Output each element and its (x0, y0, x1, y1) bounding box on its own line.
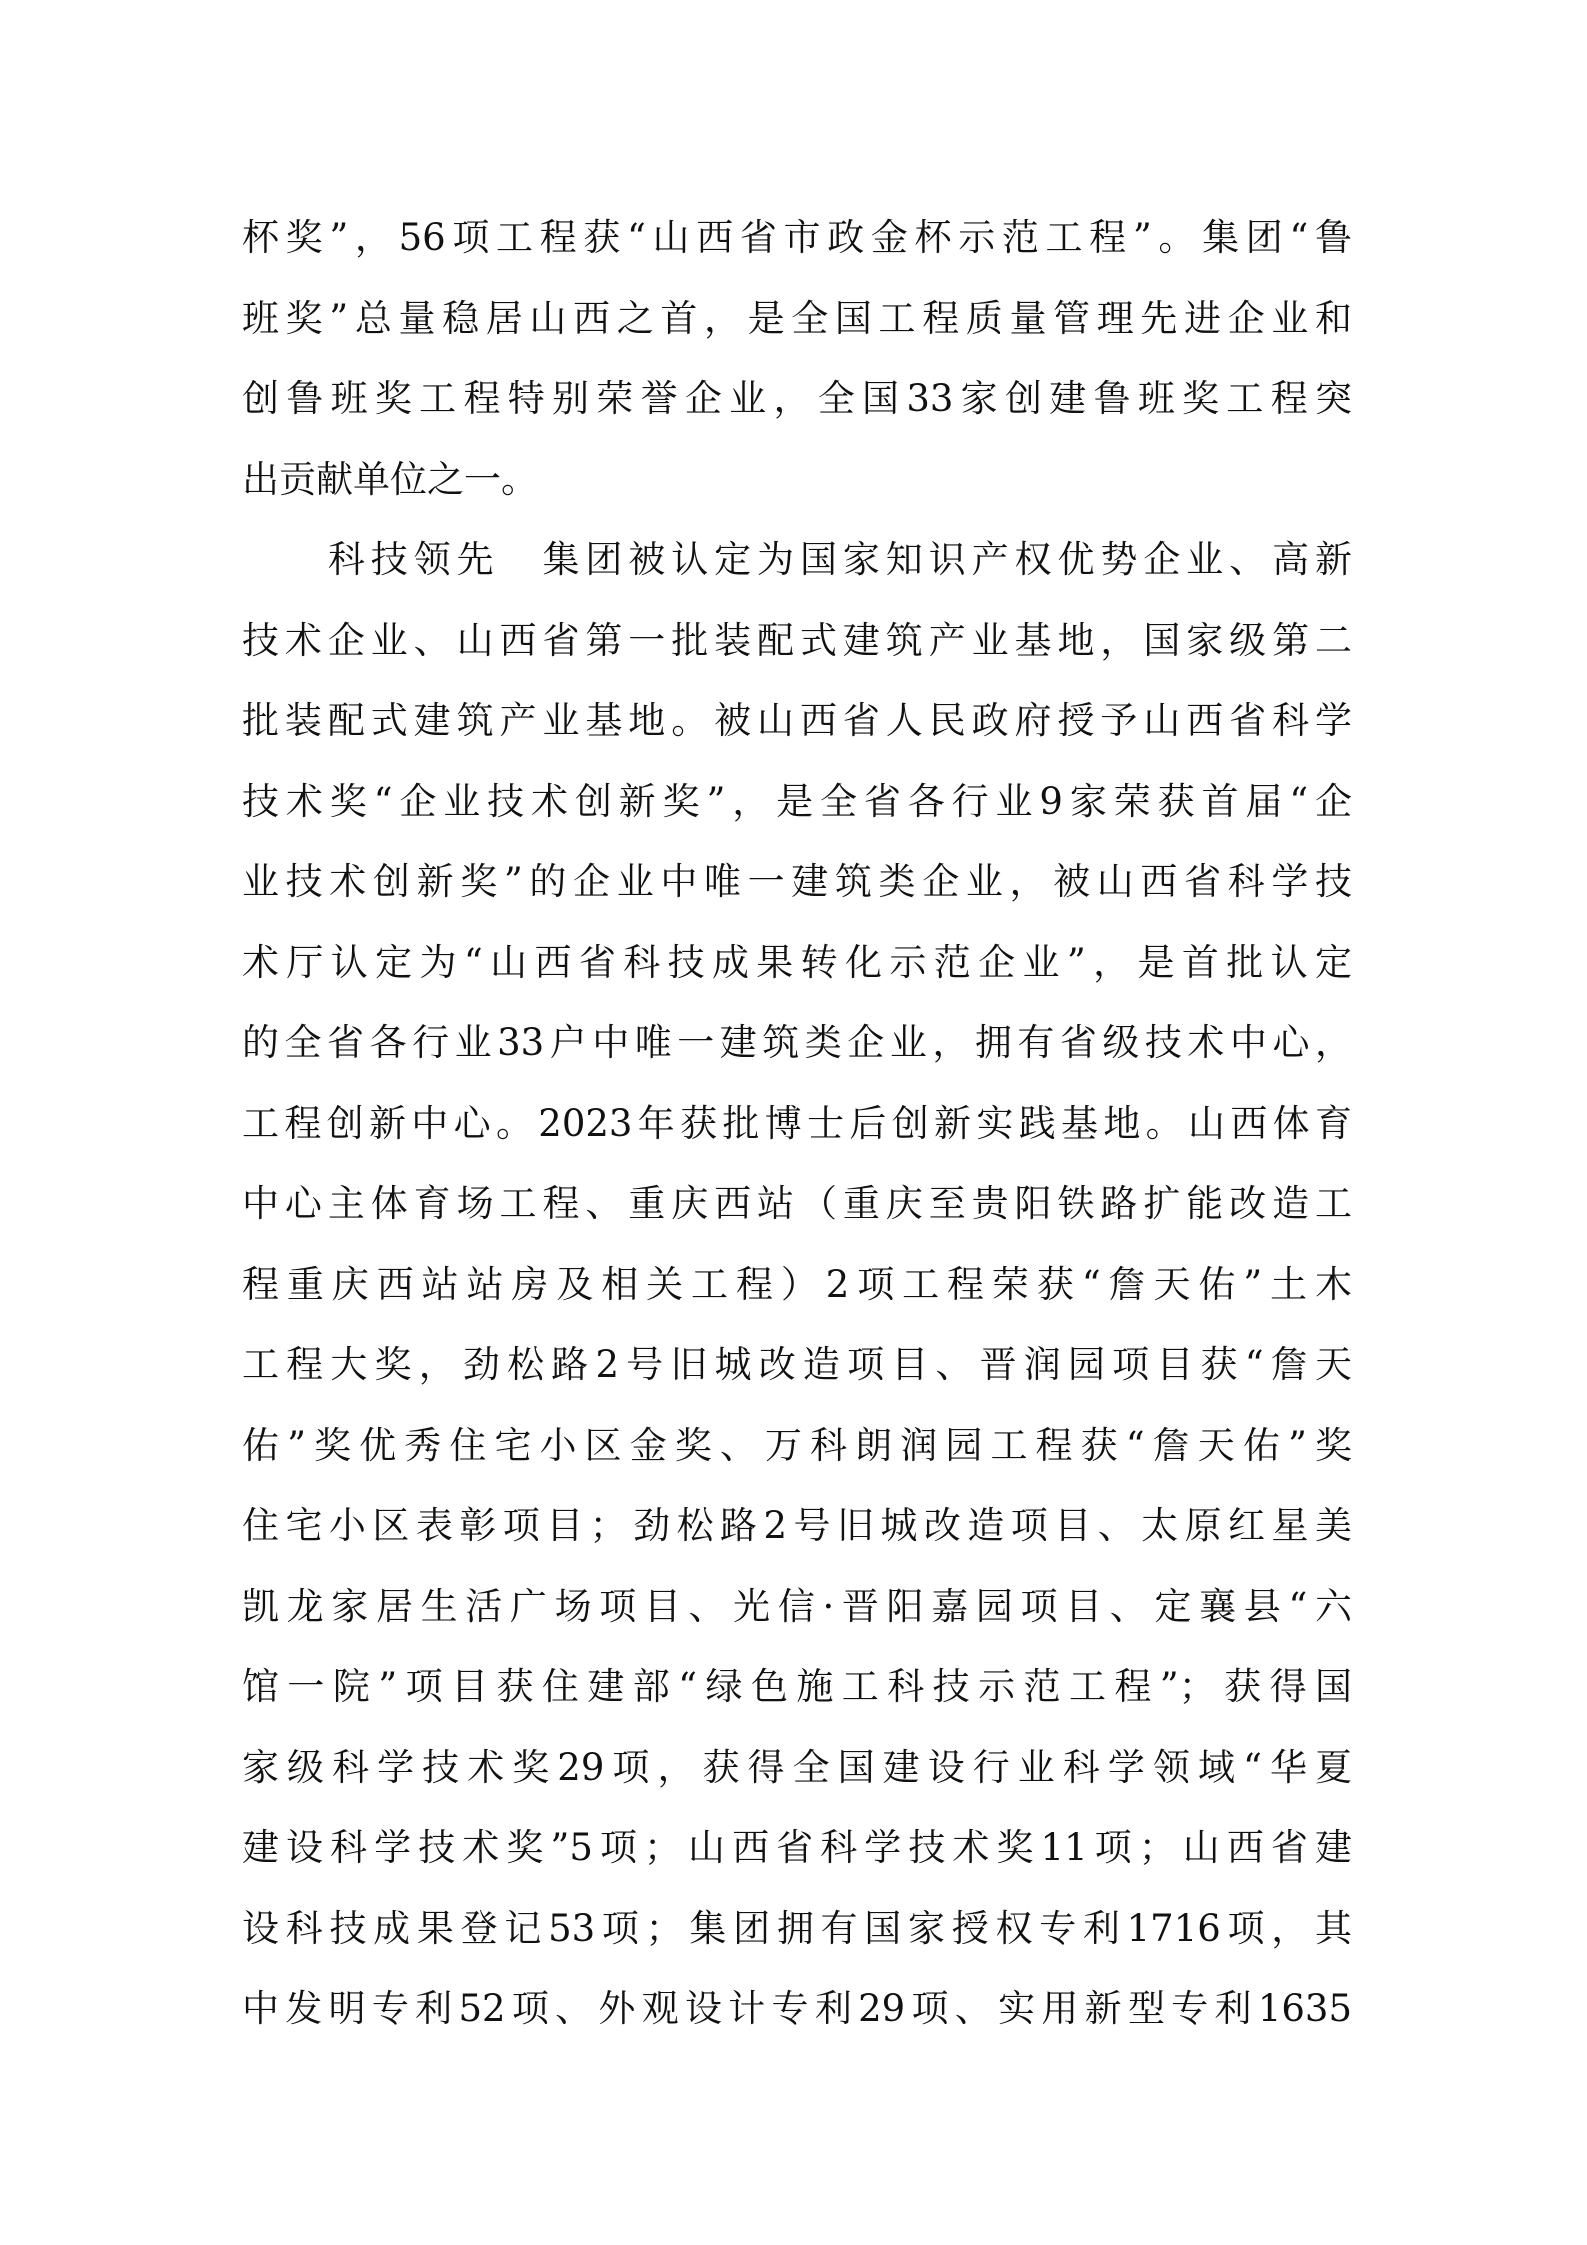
text-line: 建设科学技术奖”5项；山西省科学技术奖11项；山西省建 (242, 1826, 1352, 1869)
paragraph-start-line: 科技领先 集团被认定为国家知识产权优势企业、高新 (242, 538, 1352, 581)
text-line: 技术奖“企业技术创新奖”，是全省各行业9家荣获首届“企 (242, 779, 1352, 823)
text-line: 出贡献单位之一。 (242, 457, 538, 501)
text-line: 中心主体育场工程、重庆西站（重庆至贵阳铁路扩能改造工 (242, 1182, 1352, 1225)
text-line: 设科技成果登记53项；集团拥有国家授权专利1716项，其 (242, 1906, 1352, 1950)
text-line: 住宅小区表彰项目；劲松路2号旧城改造项目、太原红星美 (242, 1504, 1352, 1547)
text-line: 术厅认定为“山西省科技成果转化示范企业”，是首批认定 (242, 940, 1352, 984)
text-line: 的全省各行业33户中唯一建筑类企业，拥有省级技术中心， (242, 1021, 1352, 1064)
text-line: 馆一院”项目获住建部“绿色施工科技示范工程”；获得国 (242, 1665, 1352, 1708)
text-line: 技术企业、山西省第一批装配式建筑产业基地，国家级第二 (242, 618, 1352, 662)
text-line: 家级科学技术奖29项，获得全国建设行业科学领域“华夏 (242, 1745, 1352, 1789)
text-line: 中发明专利52项、外观设计专利29项、实用新型专利1635 (242, 1987, 1352, 2030)
text-line: 班奖”总量稳居山西之首，是全国工程质量管理先进企业和 (242, 296, 1352, 340)
text-line: 批装配式建筑产业基地。被山西省人民政府授予山西省科学 (242, 699, 1352, 742)
text-line: 凯龙家居生活广场项目、光信·晋阳嘉园项目、定襄县“六 (242, 1584, 1352, 1628)
text-line: 工程创新中心。2023年获批博士后创新实践基地。山西体育 (242, 1101, 1352, 1145)
text-line: 创鲁班奖工程特别荣誉企业，全国33家创建鲁班奖工程突 (242, 377, 1352, 420)
document-page (242, 212, 1352, 2064)
text-line: 佑”奖优秀住宅小区金奖、万科朗润园工程获“詹天佑”奖 (242, 1423, 1352, 1467)
text-line: 程重庆西站站房及相关工程）2项工程荣获“詹天佑”土木 (242, 1262, 1352, 1306)
text-line: 工程大奖，劲松路2号旧城改造项目、晋润园项目获“詹天 (242, 1343, 1352, 1386)
text-line: 业技术创新奖”的企业中唯一建筑类企业，被山西省科学技 (242, 860, 1352, 903)
text-line: 杯奖”，56项工程获“山西省市政金杯示范工程”。集团“鲁 (242, 216, 1352, 259)
